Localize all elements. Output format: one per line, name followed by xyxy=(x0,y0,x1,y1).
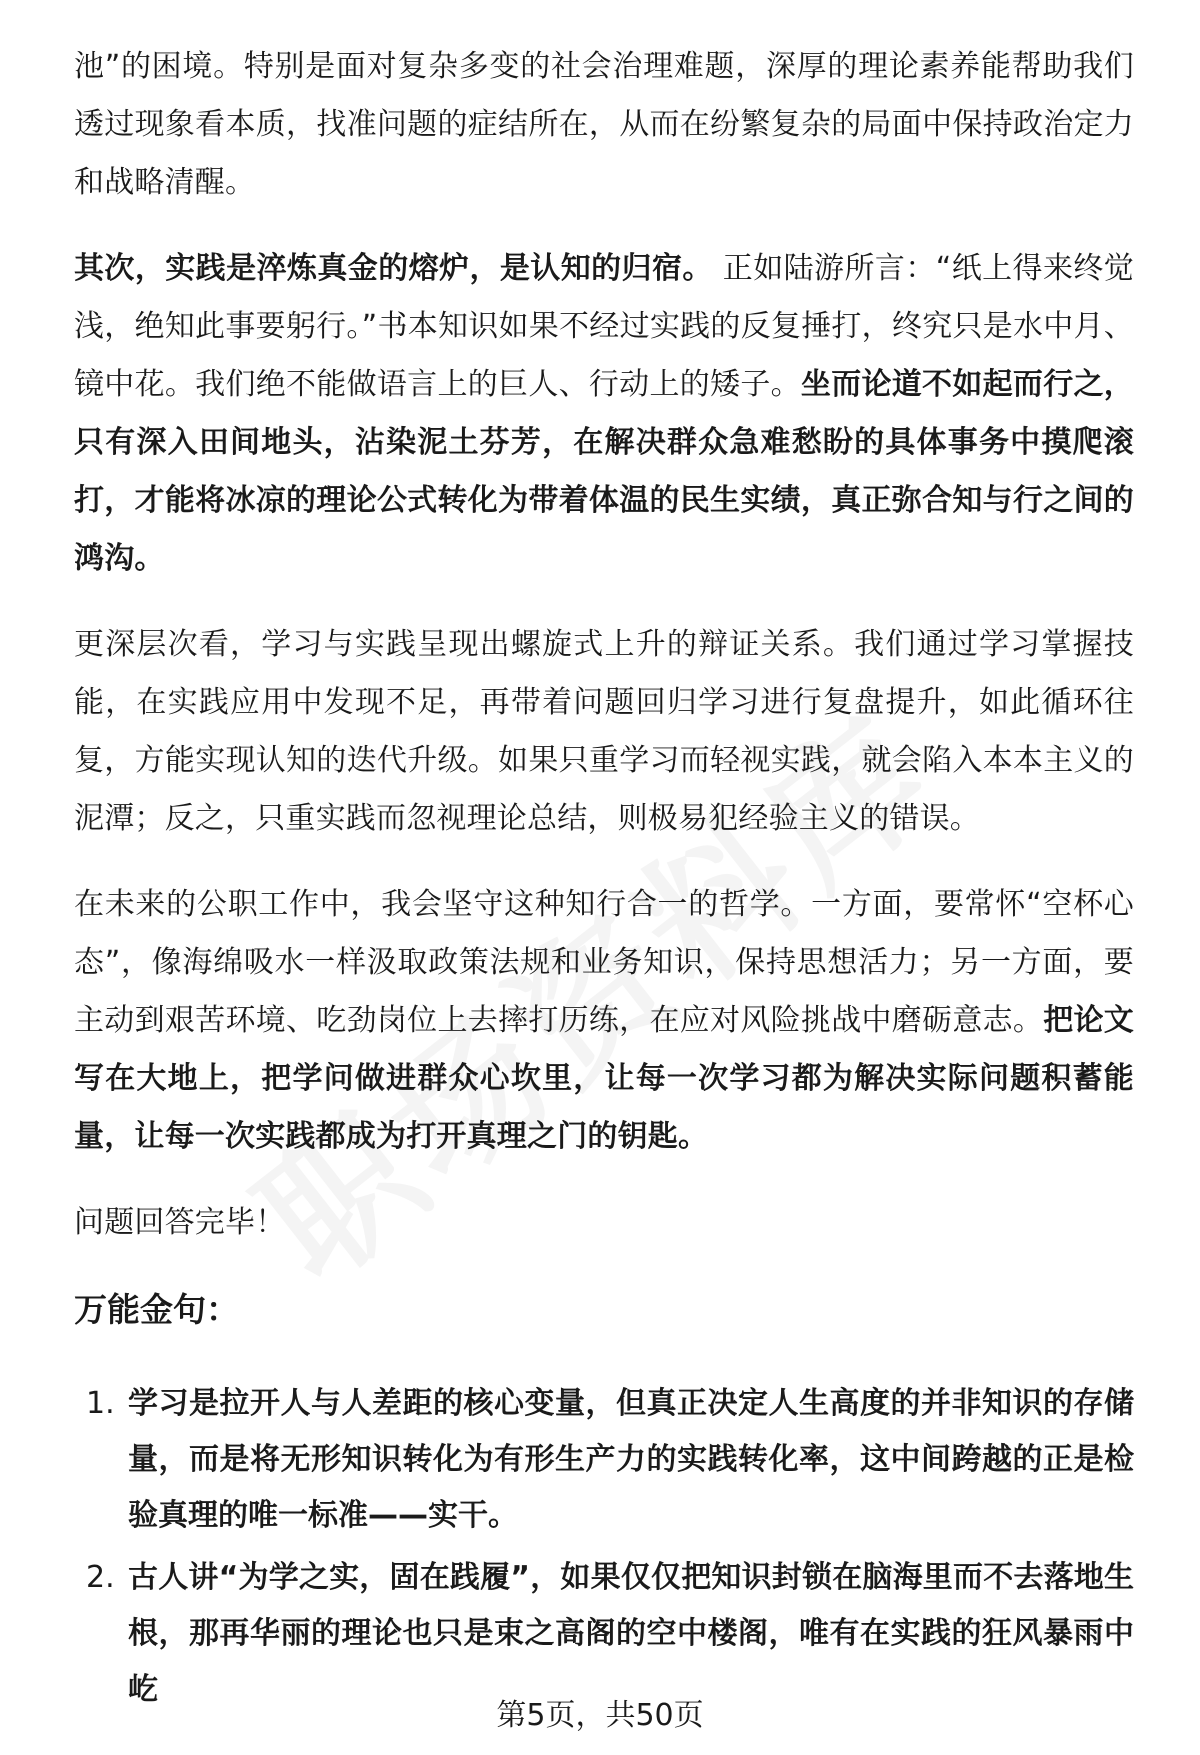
list-item-number: 2. xyxy=(86,1560,115,1595)
bold-text-segment: 把论文写在大地上，把学问做进群众心坎里，让每一次学习都为解决实际问题积蓄能量，让每一次实践都成为打开真理之门的钥匙。 xyxy=(74,1003,1134,1154)
text-segment: 池”的困境。特别是面对复杂多变的社会治理难题，深厚的理论素养能帮助我们透过现象看本质，找准问题的症结所在，从而在纷繁复杂的局面中保持政治定力和战略清醒。 xyxy=(74,49,1134,200)
paragraph-list xyxy=(74,38,1134,1252)
list-item-text: 学习是拉开人与人差距的核心变量，但真正决定人生高度的并非知识的存储量，而是将无形知识转化为有形生产力的实践转化率，这中间跨越的正是检验真理的唯一标准——实干。 xyxy=(128,1386,1134,1533)
text-segment: 更深层次看，学习与实践呈现出螺旋式上升的辩证关系。我们通过学习掌握技能，在实践应用中发现不足，再带着问题回归学习进行复盘提升，如此循环往复，方能实现认知的迭代升级。如果只重学习而轻视实践，就会陷入本本主义的泥潭；反之，只重实践而忽视理论总结，则极易犯经验主义的错误。 xyxy=(74,627,1134,836)
list-item xyxy=(74,1376,1134,1544)
body-paragraph xyxy=(74,240,1134,588)
golden-quotes-list xyxy=(74,1376,1134,1718)
bold-text-segment: 坐而论道不如起而行之，只有深入田间地头，沾染泥土芬芳，在解决群众急难愁盼的具体事务中摸爬滚打，才能将冰凉的理论公式转化为带着体温的民生实绩，真正弥合知与行之间的鸿沟。 xyxy=(74,367,1134,576)
page-number-footer: 第5页，共50页 xyxy=(496,1698,704,1733)
body-paragraph xyxy=(74,616,1134,848)
text-segment: 在未来的公职工作中，我会坚守这种知行合一的哲学。一方面，要常怀“空杯心态”，像海绵吸水一样汲取政策法规和业务知识，保持思想活力；另一方面，要主动到艰苦环境、吃劲岗位上去摔打历练，在应对风险挑战中磨砺意志。 xyxy=(74,887,1134,1038)
body-paragraph xyxy=(74,38,1134,212)
bold-text-segment: 其次，实践是淬炼真金的熔炉，是认知的归宿。 xyxy=(74,251,713,286)
text-segment: 问题回答完毕！ xyxy=(74,1205,286,1240)
document-content xyxy=(74,38,1134,1724)
body-paragraph xyxy=(74,876,1134,1166)
list-item-text: 古人讲“为学之实，固在践履”，如果仅仅把知识封锁在脑海里而不去落地生根，那再华丽的理论也只是束之高阁的空中楼阁，唯有在实践的狂风暴雨中屹 xyxy=(128,1560,1134,1707)
text-segment: 正如陆游所言：“纸上得来终觉浅，绝知此事要躬行。”书本知识如果不经过实践的反复捶打，终究只是水中月、镜中花。我们绝不能做语言上的巨人、行动上的矮子。 xyxy=(74,251,1135,402)
body-paragraph xyxy=(74,1194,1134,1252)
list-item-number: 1. xyxy=(86,1386,115,1421)
section-heading: 万能金句： xyxy=(74,1290,239,1329)
list-item xyxy=(74,1550,1134,1718)
